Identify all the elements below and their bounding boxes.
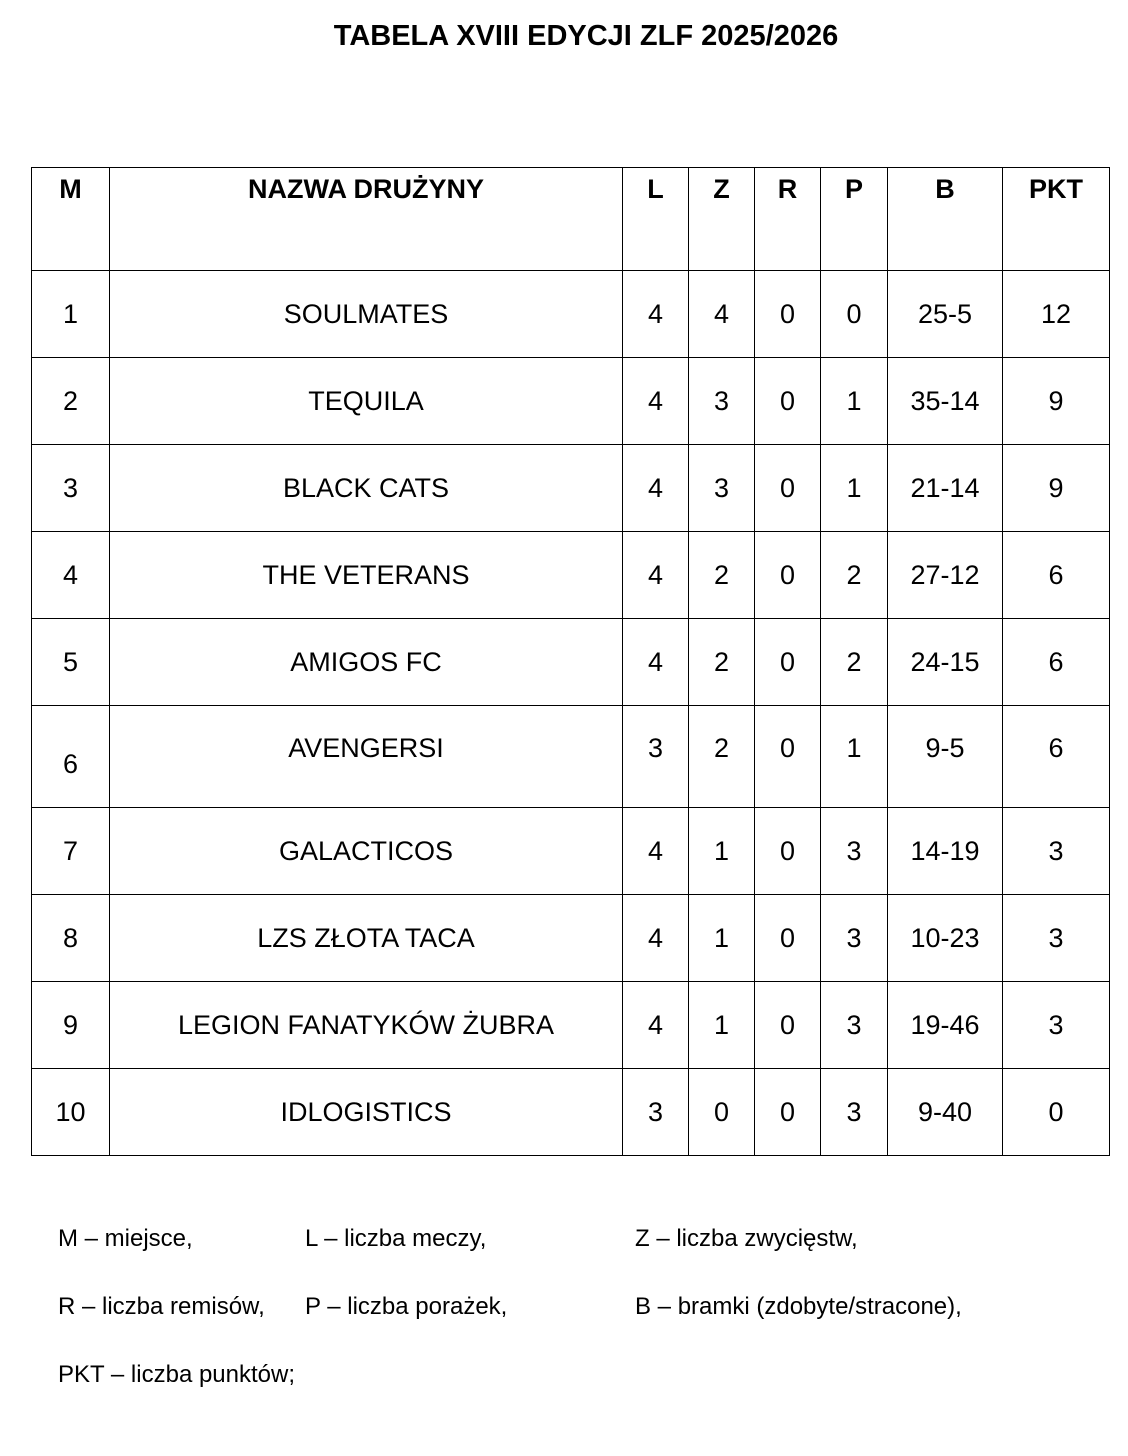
cell-points: 9 <box>1003 445 1110 532</box>
cell-wins: 1 <box>689 982 755 1069</box>
cell-goals: 25-5 <box>888 271 1003 358</box>
header-m: M <box>32 168 110 271</box>
cell-losses: 1 <box>821 358 888 445</box>
cell-goals: 19-46 <box>888 982 1003 1069</box>
cell-position: 8 <box>32 895 110 982</box>
cell-losses: 2 <box>821 532 888 619</box>
cell-wins: 1 <box>689 895 755 982</box>
cell-wins: 1 <box>689 808 755 895</box>
cell-matches: 3 <box>623 1069 689 1156</box>
cell-position: 4 <box>32 532 110 619</box>
cell-draws: 0 <box>755 271 821 358</box>
header-b: B <box>888 168 1003 271</box>
cell-wins: 0 <box>689 1069 755 1156</box>
cell-wins: 2 <box>689 706 755 808</box>
cell-matches: 4 <box>623 808 689 895</box>
cell-points: 6 <box>1003 706 1110 808</box>
page-title: TABELA XVIII EDYCJI ZLF 2025/2026 <box>333 20 839 52</box>
legend-r: R – liczba remisów, <box>58 1293 265 1320</box>
cell-draws: 0 <box>755 895 821 982</box>
cell-draws: 0 <box>755 358 821 445</box>
cell-position: 10 <box>32 1069 110 1156</box>
cell-draws: 0 <box>755 706 821 808</box>
table-row <box>32 706 1110 808</box>
cell-team: LEGION FANATYKÓW ŻUBRA <box>110 982 623 1069</box>
cell-goals: 21-14 <box>888 445 1003 532</box>
cell-points: 9 <box>1003 358 1110 445</box>
table-row <box>32 358 1110 445</box>
cell-wins: 3 <box>689 358 755 445</box>
cell-goals: 14-19 <box>888 808 1003 895</box>
cell-matches: 3 <box>623 706 689 808</box>
cell-losses: 3 <box>821 808 888 895</box>
header-pkt: PKT <box>1003 168 1110 271</box>
legend-m: M – miejsce, <box>58 1225 193 1252</box>
table-row <box>32 895 1110 982</box>
cell-wins: 2 <box>689 532 755 619</box>
legend-b: B – bramki (zdobyte/stracone), <box>635 1293 962 1320</box>
cell-points: 6 <box>1003 532 1110 619</box>
header-l: L <box>623 168 689 271</box>
cell-team: IDLOGISTICS <box>110 1069 623 1156</box>
cell-position: 3 <box>32 445 110 532</box>
table-row <box>32 532 1110 619</box>
legend-z: Z – liczba zwycięstw, <box>635 1225 858 1252</box>
cell-points: 3 <box>1003 808 1110 895</box>
cell-team: AVENGERSI <box>110 706 623 808</box>
table-row <box>32 808 1110 895</box>
cell-matches: 4 <box>623 619 689 706</box>
header-r: R <box>755 168 821 271</box>
table-row <box>32 1069 1110 1156</box>
cell-wins: 3 <box>689 445 755 532</box>
cell-position: 5 <box>32 619 110 706</box>
cell-losses: 1 <box>821 706 888 808</box>
cell-points: 12 <box>1003 271 1110 358</box>
cell-goals: 24-15 <box>888 619 1003 706</box>
cell-goals: 10-23 <box>888 895 1003 982</box>
header-team-name: NAZWA DRUŻYNY <box>110 168 623 271</box>
cell-draws: 0 <box>755 445 821 532</box>
cell-goals: 27-12 <box>888 532 1003 619</box>
cell-position: 1 <box>32 271 110 358</box>
cell-team: THE VETERANS <box>110 532 623 619</box>
standings-table <box>31 167 1110 1156</box>
cell-matches: 4 <box>623 982 689 1069</box>
cell-wins: 2 <box>689 619 755 706</box>
cell-matches: 4 <box>623 895 689 982</box>
table-row <box>32 445 1110 532</box>
cell-position: 9 <box>32 982 110 1069</box>
cell-draws: 0 <box>755 808 821 895</box>
cell-draws: 0 <box>755 1069 821 1156</box>
cell-team: LZS ZŁOTA TACA <box>110 895 623 982</box>
cell-goals: 9-5 <box>888 706 1003 808</box>
cell-points: 3 <box>1003 982 1110 1069</box>
cell-draws: 0 <box>755 982 821 1069</box>
cell-team: BLACK CATS <box>110 445 623 532</box>
cell-matches: 4 <box>623 532 689 619</box>
cell-points: 0 <box>1003 1069 1110 1156</box>
cell-draws: 0 <box>755 532 821 619</box>
cell-goals: 9-40 <box>888 1069 1003 1156</box>
cell-draws: 0 <box>755 619 821 706</box>
cell-position: 7 <box>32 808 110 895</box>
cell-points: 6 <box>1003 619 1110 706</box>
header-z: Z <box>689 168 755 271</box>
cell-losses: 1 <box>821 445 888 532</box>
cell-losses: 3 <box>821 895 888 982</box>
cell-losses: 0 <box>821 271 888 358</box>
cell-matches: 4 <box>623 445 689 532</box>
cell-losses: 2 <box>821 619 888 706</box>
cell-position: 2 <box>32 358 110 445</box>
cell-wins: 4 <box>689 271 755 358</box>
header-p: P <box>821 168 888 271</box>
legend-p: P – liczba porażek, <box>305 1293 508 1320</box>
cell-team: TEQUILA <box>110 358 623 445</box>
cell-team: GALACTICOS <box>110 808 623 895</box>
cell-goals: 35-14 <box>888 358 1003 445</box>
table-row <box>32 271 1110 358</box>
cell-losses: 3 <box>821 982 888 1069</box>
cell-matches: 4 <box>623 358 689 445</box>
cell-position: 6 <box>32 706 110 808</box>
cell-matches: 4 <box>623 271 689 358</box>
cell-team: AMIGOS FC <box>110 619 623 706</box>
cell-points: 3 <box>1003 895 1110 982</box>
table-row <box>32 982 1110 1069</box>
cell-team: SOULMATES <box>110 271 623 358</box>
header-row <box>32 168 1110 271</box>
legend-pkt: PKT – liczba punktów; <box>58 1361 296 1388</box>
cell-losses: 3 <box>821 1069 888 1156</box>
legend-l: L – liczba meczy, <box>305 1225 487 1252</box>
table-row <box>32 619 1110 706</box>
